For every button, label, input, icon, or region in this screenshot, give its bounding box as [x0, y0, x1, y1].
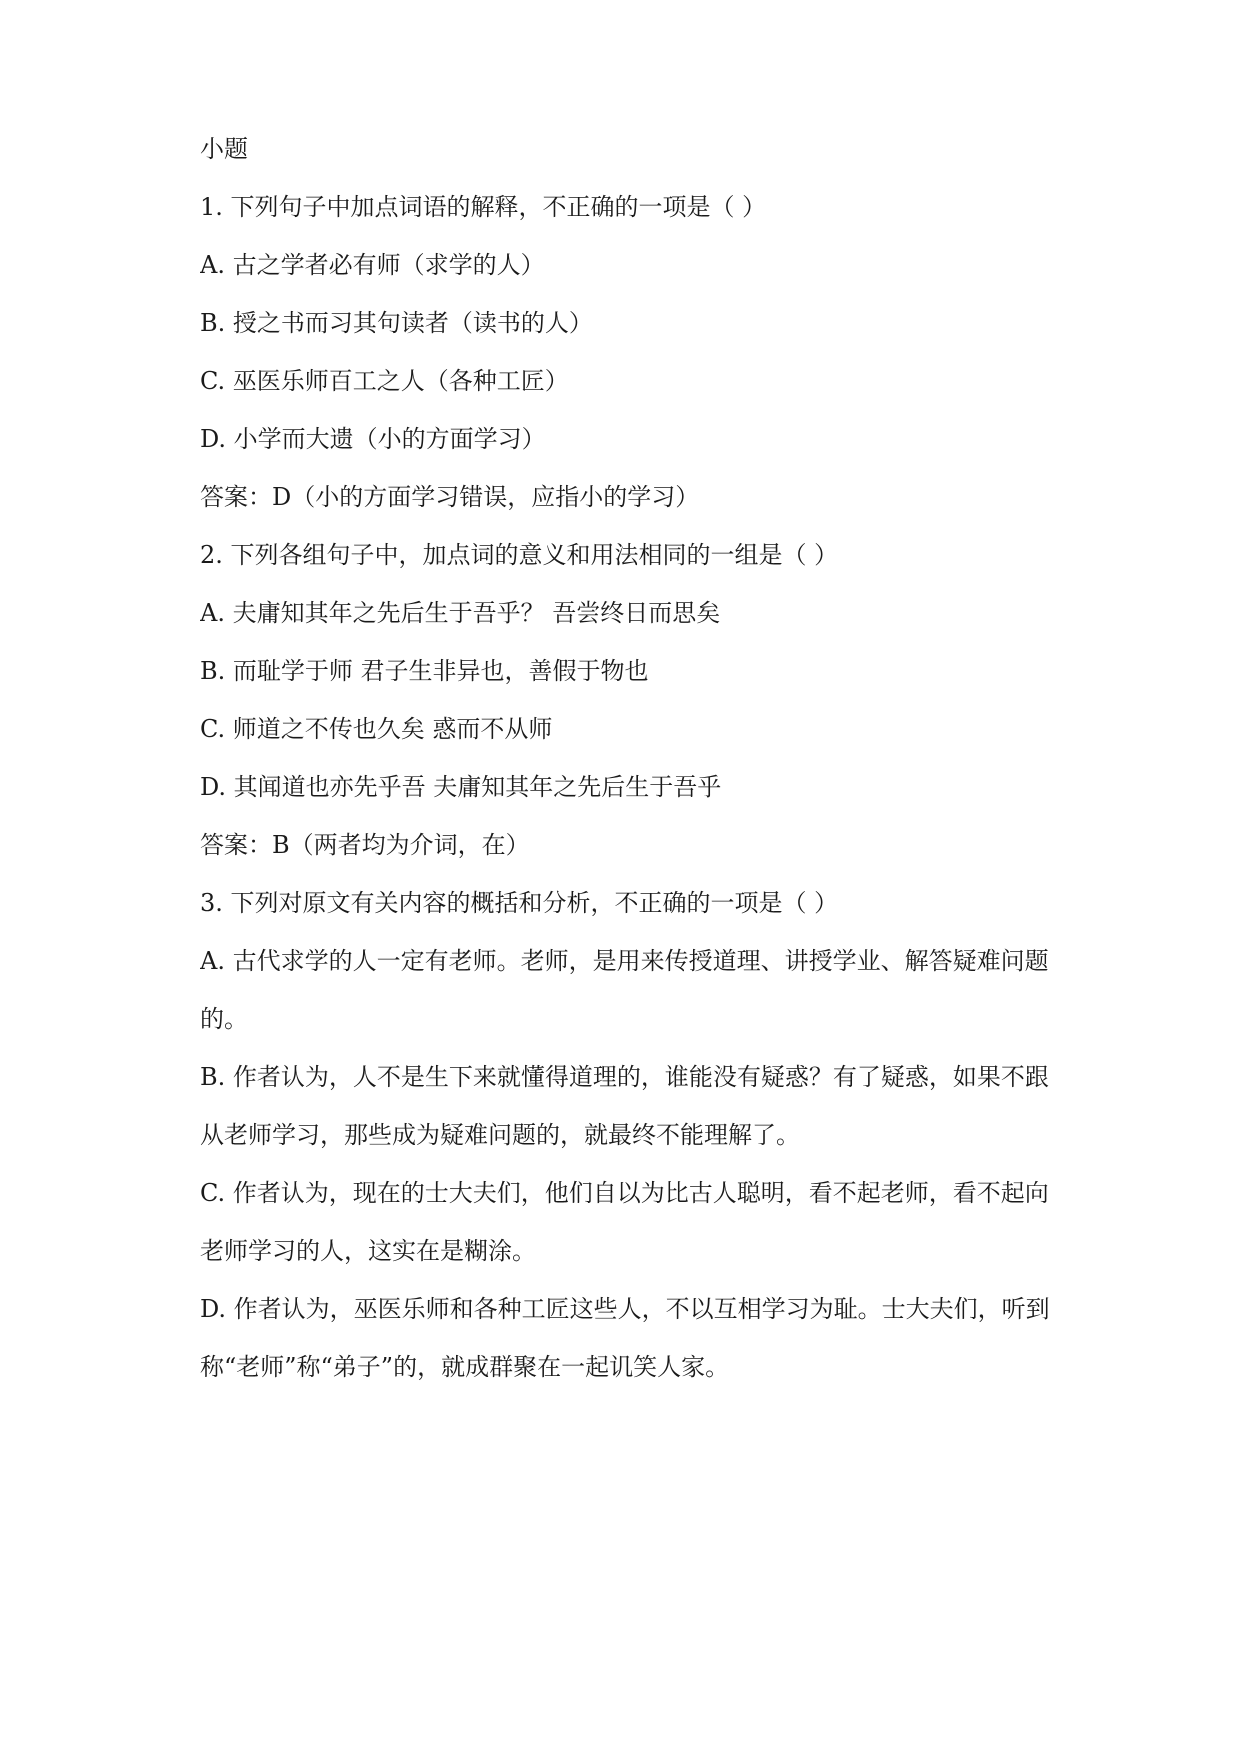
question-2: 2. 下列各组句子中，加点词的意义和用法相同的一组是（ ） — [200, 541, 839, 569]
question-3: 3. 下列对原文有关内容的概括和分析，不正确的一项是（ ） — [200, 889, 839, 917]
question-2-option-c: C. 师道之不传也久矣 惑而不从师 — [200, 715, 553, 743]
question-3-option-a-cont: 的。 — [200, 1005, 248, 1033]
document-page — [200, 0, 1100, 1754]
question-3-option-c-cont: 老师学习的人，这实在是糊涂。 — [200, 1237, 536, 1265]
question-1-option-b: B. 授之书而习其句读者（读书的人） — [200, 309, 593, 337]
question-1-option-d: D. 小学而大遗（小的方面学习） — [200, 425, 546, 453]
question-1-option-a: A. 古之学者必有师（求学的人） — [200, 251, 545, 279]
question-3-option-a: A. 古代求学的人一定有老师。老师，是用来传授道理、讲授学业、解答疑难问题 — [200, 947, 1049, 975]
question-2-option-a: A. 夫庸知其年之先后生于吾乎？ 吾尝终日而思矣 — [200, 599, 721, 627]
question-3-option-b-cont: 从老师学习，那些成为疑难问题的，就最终不能理解了。 — [200, 1121, 800, 1149]
question-3-option-c: C. 作者认为，现在的士大夫们，他们自以为比古人聪明，看不起老师，看不起向 — [200, 1179, 1049, 1207]
question-2-option-b: B. 而耻学于师 君子生非异也，善假于物也 — [200, 657, 649, 685]
question-1-answer: 答案：D（小的方面学习错误，应指小的学习） — [200, 483, 700, 511]
question-3-option-b: B. 作者认为，人不是生下来就懂得道理的，谁能没有疑惑？有了疑惑，如果不跟 — [200, 1063, 1049, 1091]
question-1: 1. 下列句子中加点词语的解释，不正确的一项是（ ） — [200, 193, 767, 221]
question-3-option-d: D. 作者认为，巫医乐师和各种工匠这些人，不以互相学习为耻。士大夫们，听到 — [200, 1295, 1050, 1323]
question-2-option-d: D. 其闻道也亦先乎吾 夫庸知其年之先后生于吾乎 — [200, 773, 722, 801]
question-1-option-c: C. 巫医乐师百工之人（各种工匠） — [200, 367, 569, 395]
question-3-option-d-cont: 称“老师”称“弟子”的，就成群聚在一起讥笑人家。 — [200, 1353, 730, 1381]
question-2-answer: 答案：B（两者均为介词，在） — [200, 831, 530, 859]
section-title: 小题 — [200, 135, 248, 163]
